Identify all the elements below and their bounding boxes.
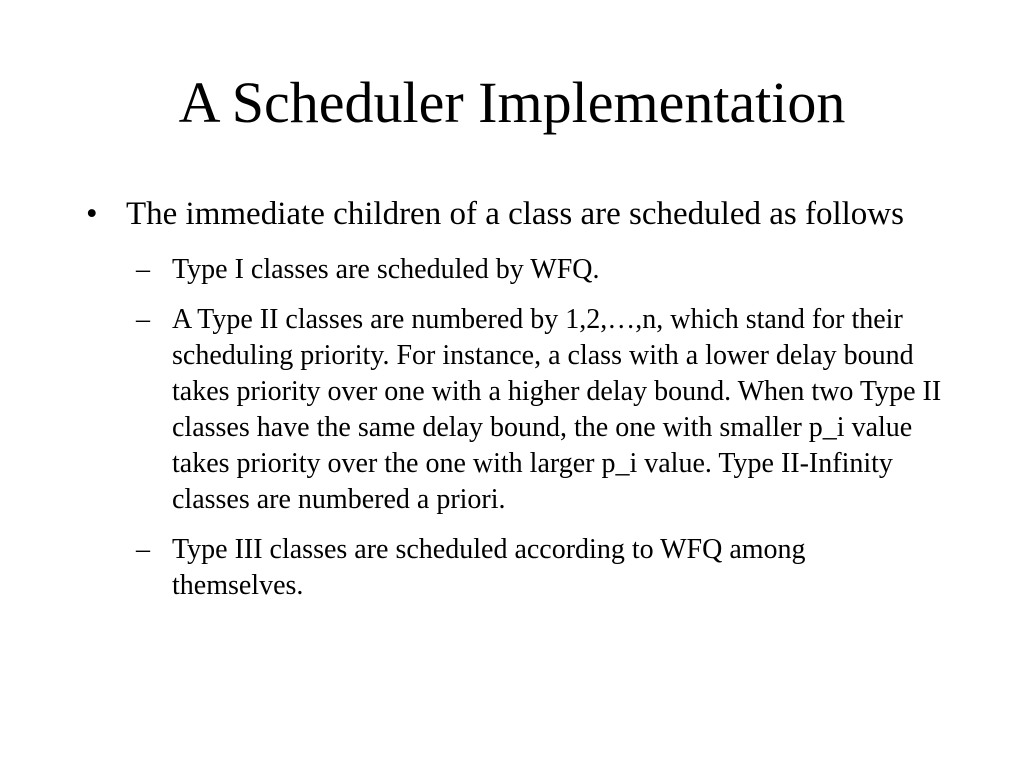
- sub-bullet-item: [136, 252, 942, 288]
- dash-symbol: –: [136, 534, 150, 565]
- bullet-item: [86, 195, 946, 234]
- slide-body: [0, 195, 1024, 618]
- slide-title: A Scheduler Implementation: [178, 70, 846, 135]
- sub-bullet-text: Type I classes are scheduled by WFQ.: [172, 254, 600, 285]
- dash-symbol: –: [136, 254, 150, 285]
- sub-bullet-item: [136, 302, 942, 518]
- dash-symbol: –: [136, 304, 150, 335]
- sub-bullet-text: Type III classes are scheduled according to WFQ among themselves.: [172, 534, 806, 601]
- bullet-symbol: •: [86, 196, 98, 232]
- sub-bullet-list: [0, 252, 1024, 604]
- sub-bullet-text: A Type II classes are numbered by 1,2,…,n, which stand for their scheduling priority. For instance, a class with a lower delay bound takes priority over one with a higher delay bound. When two Type II classes have the same delay bound, the one with smaller p_i value takes priority over the one with larger p_i value. Type II-Infinity classes are numbered a priori.: [172, 304, 942, 515]
- sub-bullet-item: [136, 532, 942, 604]
- bullet-text: The immediate children of a class are scheduled as follows: [126, 196, 904, 232]
